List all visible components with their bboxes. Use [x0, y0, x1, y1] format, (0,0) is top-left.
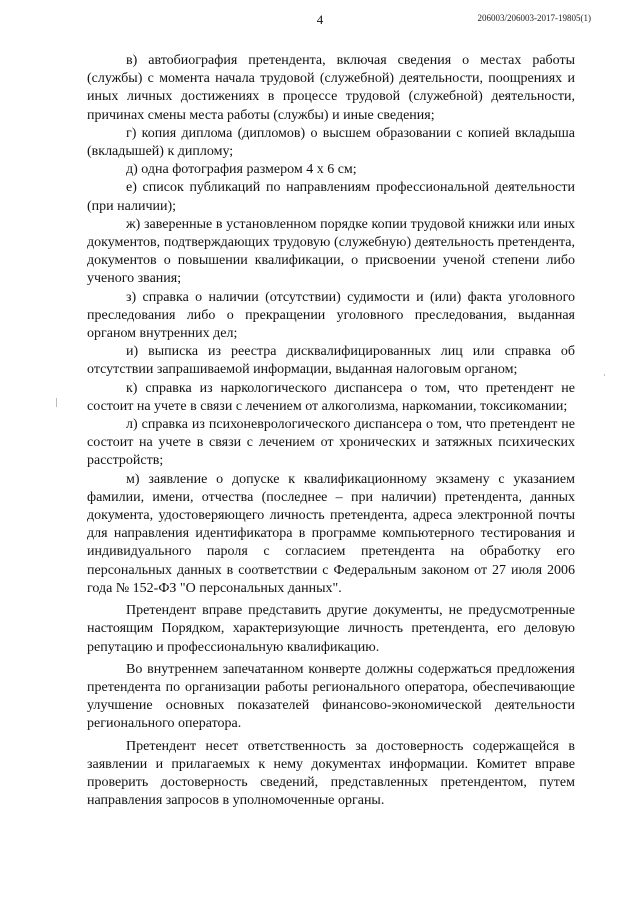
scan-margin-dot — [604, 374, 605, 376]
paragraph-zh: ж) заверенные в установленном порядке копии трудовой книжки или иных документов, подтверждающих трудовую (служебную) деятельность претендента, документов о повышении квалификации, о присвоении ученой степени либо ученого звания; — [87, 216, 575, 287]
paragraph-additional-documents: Претендент вправе представить другие документы, не предусмотренные настоящим Порядком, характеризующие личность претендента, его деловую репутацию и профессиональную квалификацию. — [87, 603, 575, 655]
paragraph-d: д) одна фотография размером 4 х 6 см; — [126, 162, 357, 178]
paragraph-z: з) справка о наличии (отсутствии) судимости и (или) факта уголовного преследования либо о прекращении уголовного преследования, выданная органом внутренних дел; — [87, 289, 575, 342]
paragraph-l: л) справка из психоневрологического диспансера о том, что претендент не состоит на учете в связи с лечением от хронических и затяжных психических расстройств; — [87, 417, 575, 469]
paragraph-v: в) автобиография претендента, включая сведения о местах работы (службы) с момента начала трудовой (служебной) деятельности, поощрениях и иных личных достижениях в процессе трудовой (служебной) деятельности, причинах смены места работы (службы) и иные сведения; — [87, 53, 575, 123]
paragraph-m: м) заявление о допуске к квалификационному экзамену с указанием фамилии, имени, отчества (последнее – при наличии) претендента, данных документа, удостоверяющего личность претендента, адреса электронной почты для направления идентификатора в программе компьютерного тестирования и индивидуального пароля с согласием претендента на обработку его персональных данных в соответствии с Федеральным законом от 27 июля 2006 года № 152-ФЗ "О персональных данных". — [87, 471, 575, 596]
paragraph-g: г) копия диплома (дипломов) о высшем образовании с копией вкладыша (вкладышей) к диплому; — [87, 125, 575, 160]
paragraph-e: е) список публикаций по направлениям профессиональной деятельности (при наличии); — [87, 180, 575, 214]
page-number: 4 — [316, 12, 324, 27]
paragraph-sealed-envelope: Во внутреннем запечатанном конверте должны содержаться предложения претендента по организации работы регионального оператора, обеспечивающие улучшение основных показателей финансово-экономической деятельности регионального оператора. — [87, 661, 575, 732]
paragraph-responsibility: Претендент несет ответственность за достоверность содержащейся в заявлении и прилагаемых к нему документах информации. Комитет вправе проверить достоверность сведений, представленных претендентом, путем направления запросов в уполномоченные органы. — [87, 738, 575, 809]
paragraph-i: и) выписка из реестра дисквалифицированных лиц или справка об отсутствии запрашиваемой информации, выданная налоговым органом; — [87, 344, 575, 378]
document-code: 206003/206003-2017-19805(1) — [477, 13, 591, 23]
paragraph-k: к) справка из наркологического диспансера о том, что претендент не состоит на учете в связи с лечением от алкоголизма, наркомании, токсикомании; — [87, 380, 575, 414]
scan-margin-mark — [56, 398, 57, 407]
document-body — [87, 52, 575, 810]
